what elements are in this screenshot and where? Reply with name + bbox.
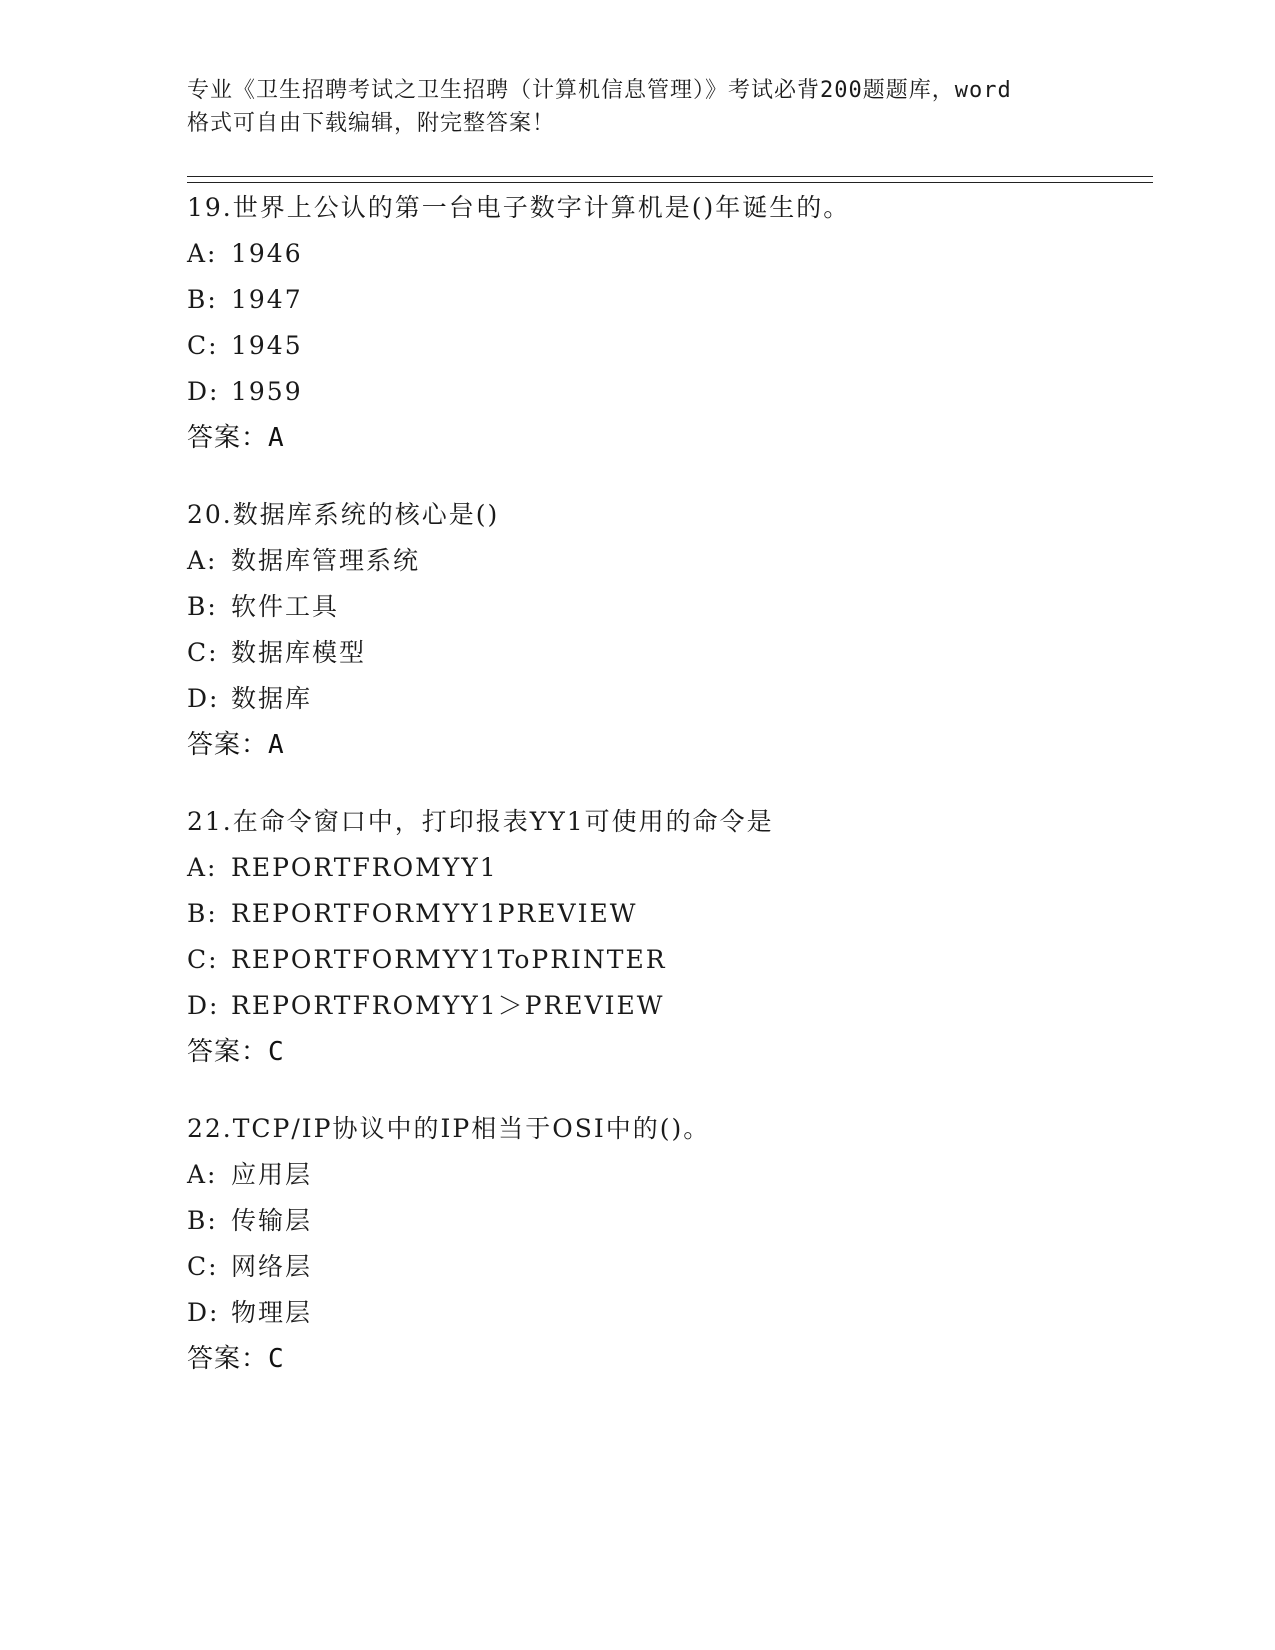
question-stem: 20.数据库系统的核心是() xyxy=(187,500,500,529)
option-letter: A: xyxy=(187,853,218,882)
question-stem: 21.在命令窗口中，打印报表YY1可使用的命令是 xyxy=(187,807,774,836)
option-letter: B: xyxy=(187,1206,218,1235)
option-text: 数据库模型 xyxy=(231,638,367,667)
option-d xyxy=(187,676,1147,722)
option-text: REPORTFROMYY1＞PREVIEW xyxy=(231,991,665,1020)
option-letter: C: xyxy=(187,1252,219,1281)
option-c xyxy=(187,630,1147,676)
option-a xyxy=(187,538,1147,584)
option-letter: B: xyxy=(187,899,218,928)
question-stem: 22.TCP/IP协议中的IP相当于OSI中的()。 xyxy=(187,1114,711,1143)
option-letter: D: xyxy=(187,684,220,713)
option-text: REPORTFROMYY1 xyxy=(231,853,498,882)
option-letter: B: xyxy=(187,285,218,314)
answer: 答案：C xyxy=(187,1037,285,1067)
header-divider-top xyxy=(187,176,1153,177)
option-a xyxy=(187,845,1147,891)
option-text: 1947 xyxy=(231,285,303,314)
question-22 xyxy=(187,1106,1147,1382)
option-letter: C: xyxy=(187,638,219,667)
option-c xyxy=(187,323,1147,369)
header-divider-bottom xyxy=(187,182,1153,183)
option-text: REPORTFORMYY1PREVIEW xyxy=(231,899,638,928)
option-b xyxy=(187,1198,1147,1244)
question-20 xyxy=(187,492,1147,768)
option-letter: A: xyxy=(187,546,218,575)
option-text: 网络层 xyxy=(231,1252,313,1281)
option-d xyxy=(187,369,1147,415)
option-a xyxy=(187,231,1147,277)
option-text: 1959 xyxy=(231,377,303,406)
option-text: 应用层 xyxy=(231,1160,313,1189)
answer: 答案：A xyxy=(187,423,285,453)
header-line-1: 专业《卫生招聘考试之卫生招聘（计算机信息管理）》考试必背200题题库，word xyxy=(187,78,1012,103)
option-d xyxy=(187,1290,1147,1336)
document-header xyxy=(187,74,1087,140)
option-letter: A: xyxy=(187,1160,218,1189)
option-letter: D: xyxy=(187,377,220,406)
option-letter: B: xyxy=(187,592,218,621)
option-letter: C: xyxy=(187,945,219,974)
option-b xyxy=(187,891,1147,937)
answer: 答案：A xyxy=(187,730,285,760)
option-a xyxy=(187,1152,1147,1198)
option-letter: D: xyxy=(187,991,220,1020)
option-text: 数据库管理系统 xyxy=(231,546,421,575)
option-text: 1945 xyxy=(231,331,303,360)
option-letter: C: xyxy=(187,331,219,360)
option-text: 软件工具 xyxy=(231,592,340,621)
option-d xyxy=(187,983,1147,1029)
question-21 xyxy=(187,799,1147,1075)
option-text: 数据库 xyxy=(231,684,313,713)
question-19 xyxy=(187,185,1147,461)
option-text: REPORTFORMYY1ToPRINTER xyxy=(231,945,667,974)
option-b xyxy=(187,584,1147,630)
option-letter: A: xyxy=(187,239,218,268)
header-line-2: 格式可自由下载编辑，附完整答案！ xyxy=(187,111,556,136)
option-text: 传输层 xyxy=(231,1206,313,1235)
option-b xyxy=(187,277,1147,323)
option-text: 1946 xyxy=(231,239,303,268)
question-stem: 19.世界上公认的第一台电子数字计算机是()年诞生的。 xyxy=(187,193,851,222)
option-text: 物理层 xyxy=(231,1298,313,1327)
option-letter: D: xyxy=(187,1298,220,1327)
answer: 答案：C xyxy=(187,1344,285,1374)
option-c xyxy=(187,1244,1147,1290)
option-c xyxy=(187,937,1147,983)
